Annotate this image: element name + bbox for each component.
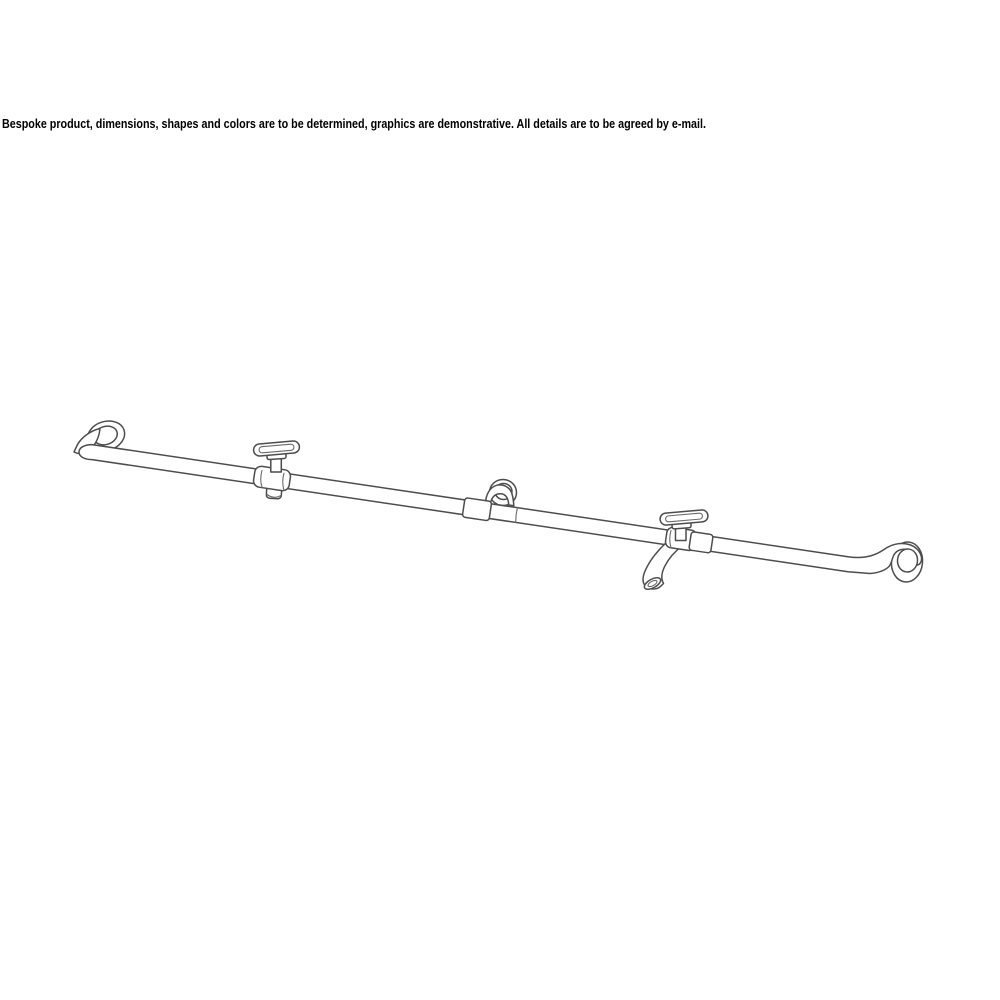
- mid-coupling-sleeve: [462, 498, 492, 521]
- wall-bracket-right: [660, 509, 714, 553]
- handrail-tube: [79, 445, 922, 574]
- bracket-right-sleeve: [689, 532, 713, 554]
- support-leg: [643, 542, 682, 592]
- disclaimer-text: Bespoke product, dimensions, shapes and colors are to be determined, graphics are demonstrative. All details are to be agreed by e-mail.: [2, 117, 706, 131]
